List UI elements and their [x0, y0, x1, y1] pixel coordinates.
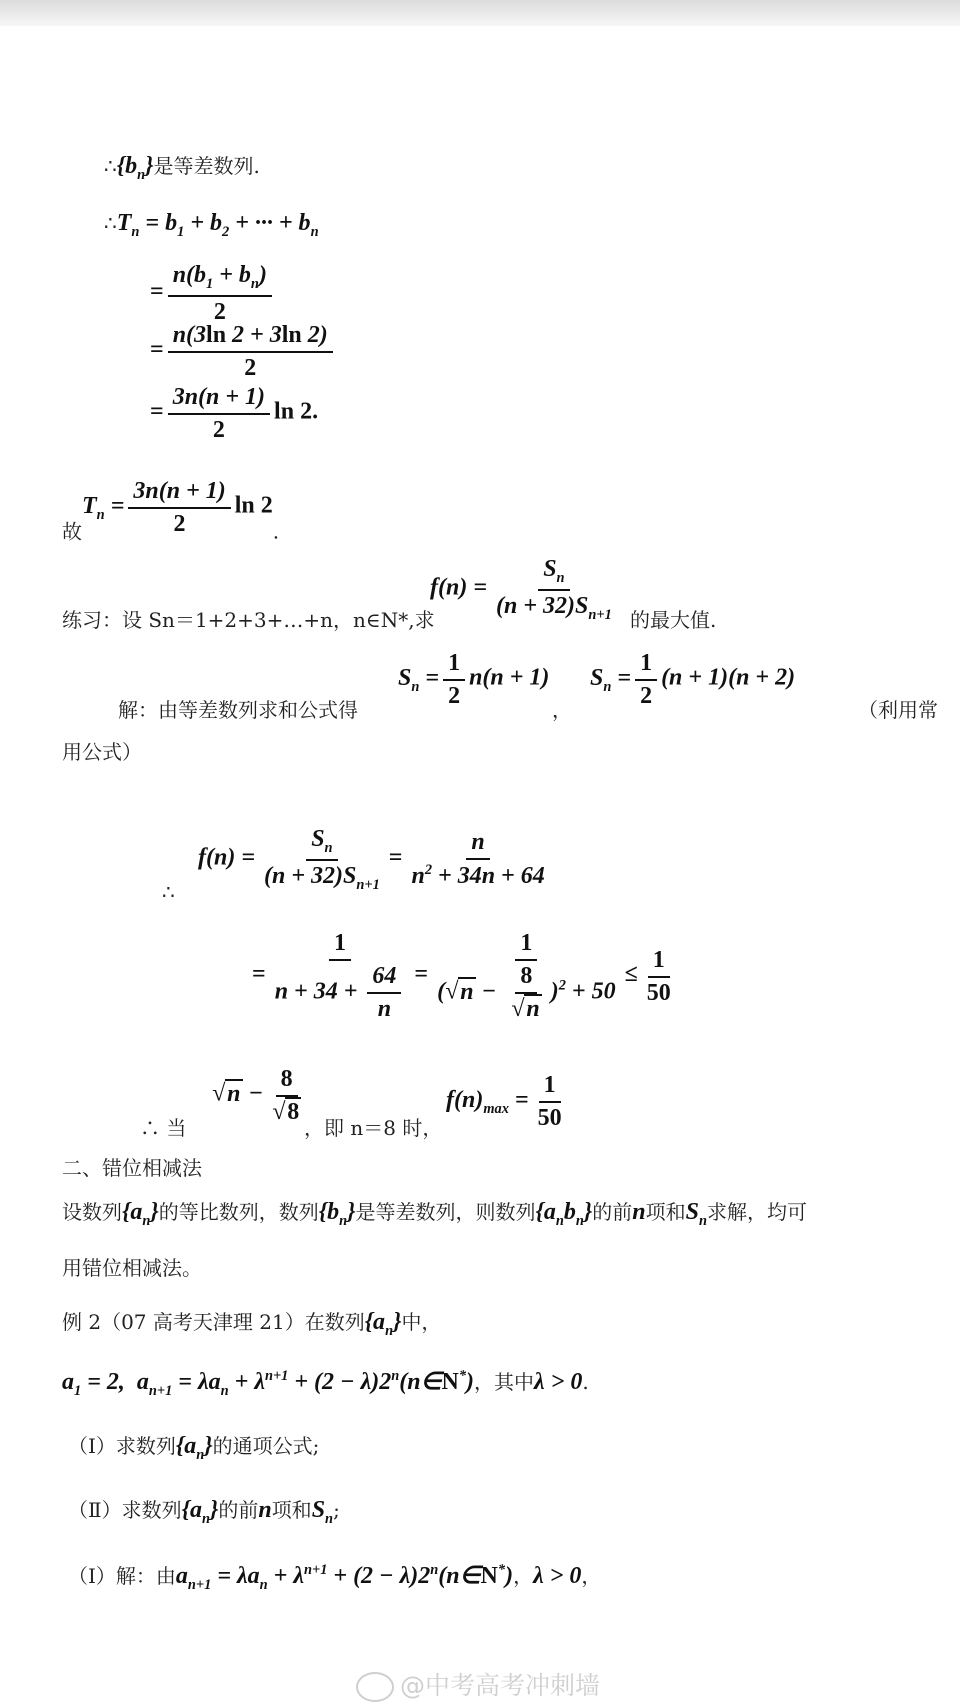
line-1: $\therefore\{b_n\}$是等差数列.: [104, 153, 260, 183]
line-5-fraction: = $\frac{3n(n + 1)}{2}$ ln 2.: [150, 384, 319, 443]
question-1: （Ⅰ）求数列$\{a_n\}$的通项公式;: [68, 1433, 320, 1463]
line-4-fraction: = $\frac{n(3\ln 2 + 3\ln 2)}{2}$: [150, 322, 337, 382]
line-2-sum: $\therefore T_n = b_1 + b_2$ + ··· + $b_n$: [104, 210, 319, 240]
exercise-statement: 练习：设 Sn＝1+2+3+…+n，n∈N*,求: [62, 608, 435, 632]
line-conclusion: 故$T_n$ = $\frac{3n(n + 1)}{2}$ ln 2.: [62, 478, 280, 544]
top-bar: [0, 0, 960, 26]
sum-formula-2: $S_n$ = $\frac{1}{2}$ (n + 1)(n + 2): [590, 650, 796, 709]
sum-formula-1: $S_n$ = $\frac{1}{2}$ n(n + 1): [398, 650, 550, 709]
example-2-condition: $a_1 = 2$, $a_{n+1} = \lambda a_n + \lambda^{n+1} + (2$ − $\lambda)2^n(n\in N^*)$，其中λ > 0.: [62, 1368, 589, 1399]
solution-part-1: （Ⅰ）解：由$a_{n+1} = \lambda a_n + \lambda^{n+1} + (2$ − $\lambda)2^n(n\in N^*)$，λ > 0，: [68, 1562, 602, 1593]
line-3-fraction: = $\frac{n(b_1 + b_n)}{2}$: [150, 262, 276, 326]
paragraph-2: 用错位相减法。: [62, 1256, 202, 1280]
fn-max: $f(n)_{max}$ = $\frac{1}{50}$: [446, 1072, 562, 1131]
weibo-logo-icon: [356, 1672, 394, 1702]
example-2-title: 例 2（07 高考天津理 21）在数列$\{a_n\}$中，: [62, 1309, 442, 1339]
solution-intro: 解：由等差数列求和公式得: [118, 698, 358, 722]
exercise-function: f(n) = $\frac{S_n}{(n + 32)S_{n+1}}$: [430, 556, 612, 623]
watermark: @中考高考冲刺墙: [356, 1666, 600, 1702]
math-bn-set: $\{b_n\}$: [116, 153, 154, 183]
equality-condition: √n − $\frac{8}{√8}$: [212, 1066, 300, 1125]
fn-bound: = 1 n + 34 + $\frac{64}{n}$ = 1 (√n − $\frac{8}{√n}$ )$^2$ + 50 ≤ $\frac{1}{50}$: [252, 930, 671, 1022]
paragraph-1: 设数列$\{a_n\}$的等比数列，数列$\{b_n\}$是等差数列，则数列$\{a_nb_n\}$的前n项和$S_n$求解，均可: [62, 1199, 807, 1229]
fn-simplified: f(n) = $\frac{S_n}{(n + 32)S_{n+1}}$ = $\frac{n}{n^2 + 34n + 64}$: [198, 826, 545, 893]
question-2: （Ⅱ）求数列$\{a_n\}$的前n项和$S_n$;: [68, 1497, 340, 1527]
section-heading: 二、错位相减法: [62, 1156, 202, 1180]
